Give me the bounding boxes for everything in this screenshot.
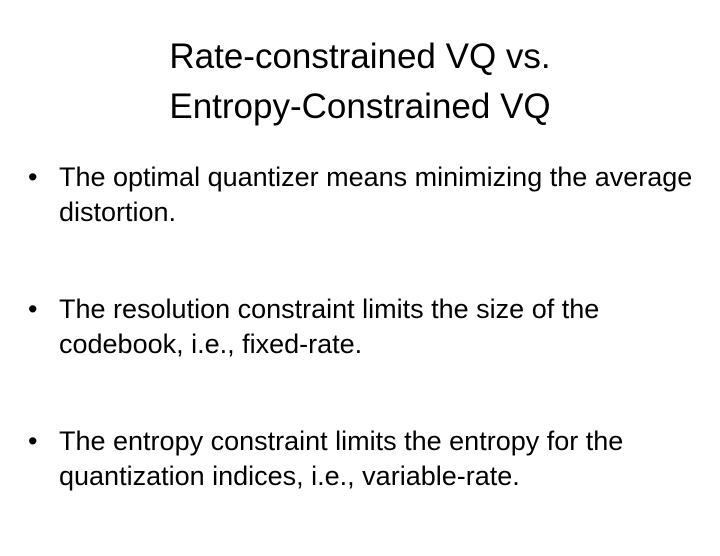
bullet-item-optimal-quantizer bbox=[28, 160, 698, 230]
bullet-text: The entropy constraint limits the entropy for the quantization indices, i.e., variable-rate. bbox=[59, 426, 624, 491]
bullet-text: The optimal quantizer means minimizing the average distortion. bbox=[59, 162, 693, 227]
slide-title bbox=[0, 32, 720, 132]
bullet-item-resolution-constraint bbox=[28, 292, 698, 362]
bullet-item-entropy-constraint bbox=[28, 424, 698, 494]
title-line-2: Entropy-Constrained VQ bbox=[169, 87, 551, 126]
bullet-marker: • bbox=[28, 294, 38, 324]
bullet-marker: • bbox=[28, 162, 38, 192]
title-line-1: Rate-constrained VQ vs. bbox=[169, 37, 551, 76]
bullet-text: The resolution constraint limits the size of the codebook, i.e., fixed-rate. bbox=[59, 294, 600, 359]
bullet-marker: • bbox=[28, 426, 38, 456]
bullet-list bbox=[28, 160, 698, 556]
